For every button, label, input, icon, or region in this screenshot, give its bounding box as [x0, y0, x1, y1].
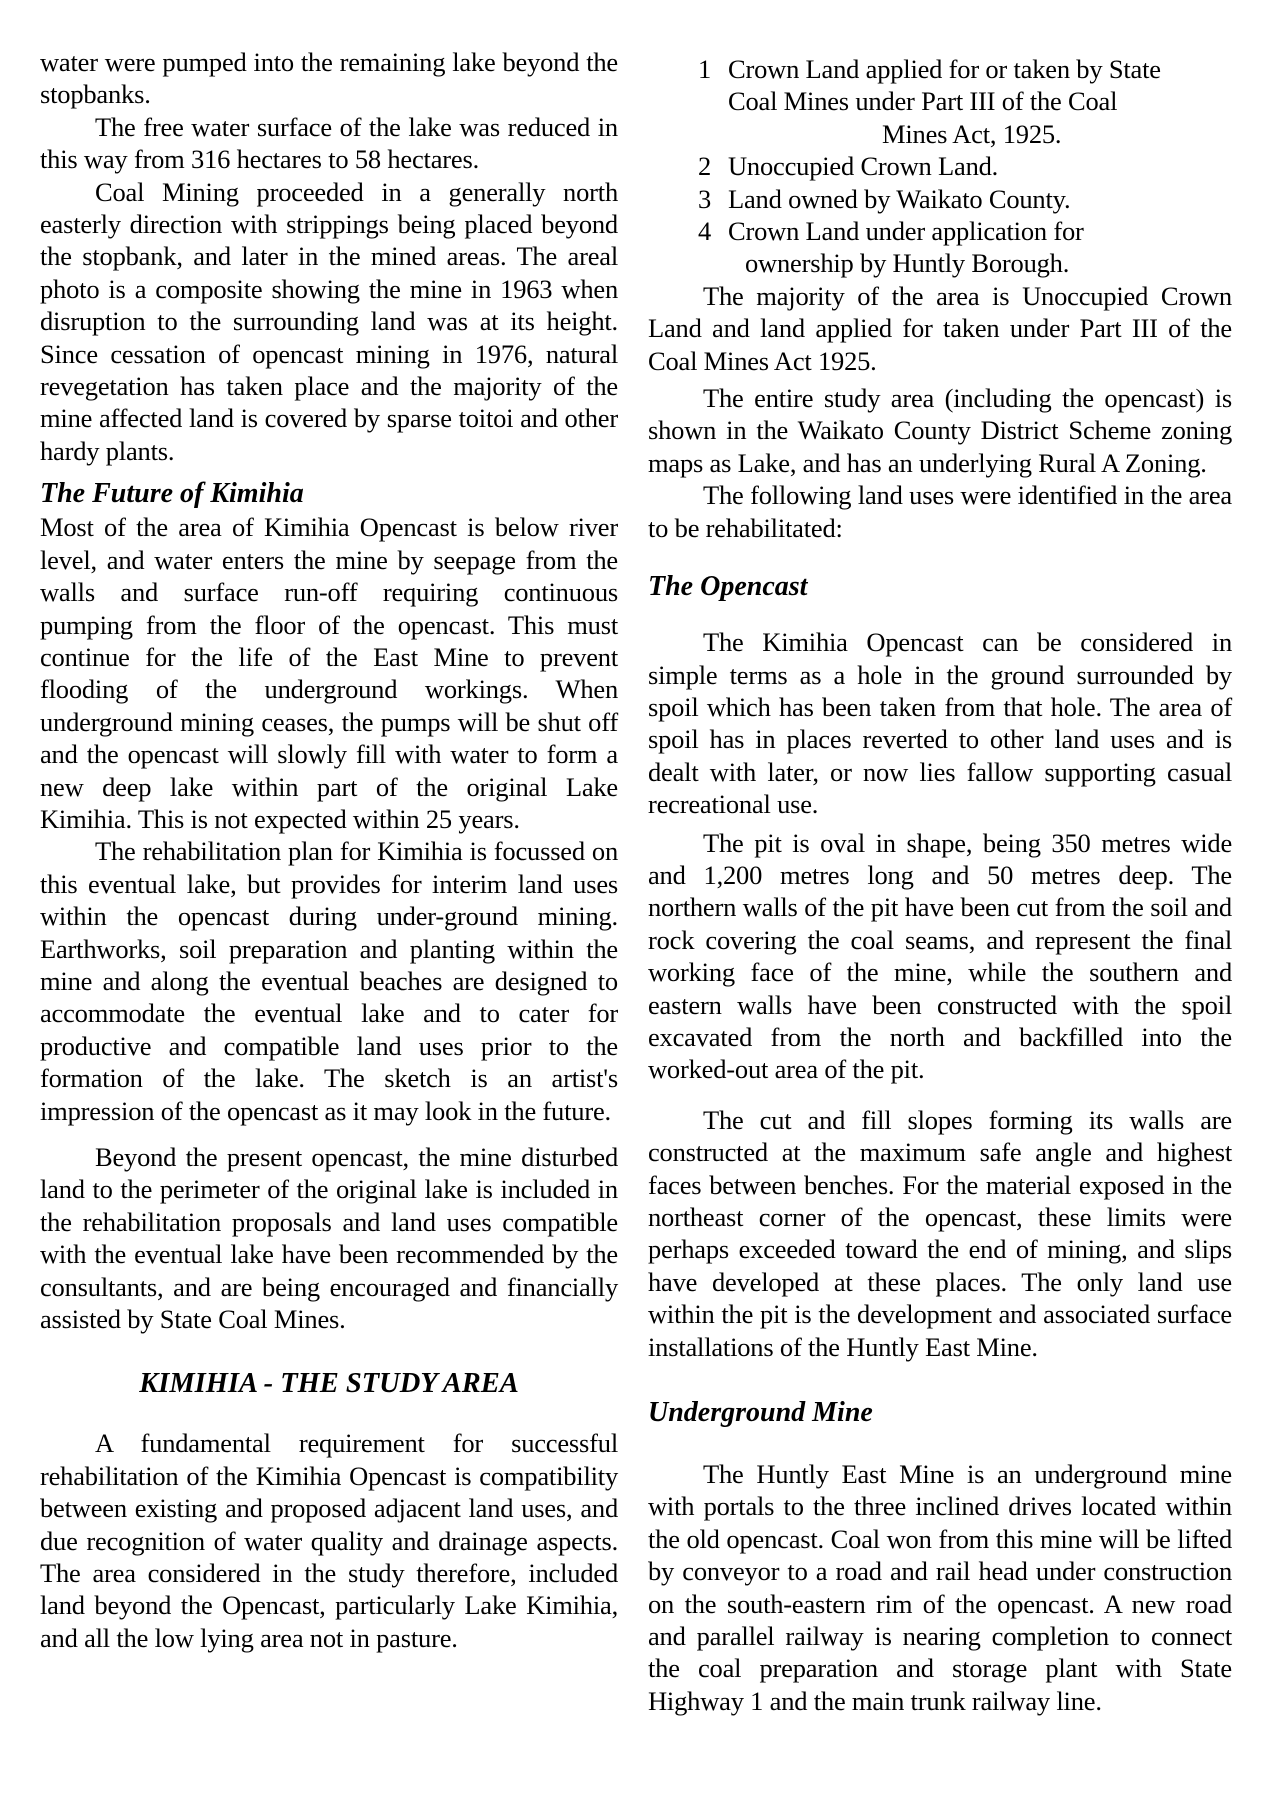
left-column [40, 46, 618, 1800]
paragraph-following-land-uses: The following land uses were identified in the area to be rehabilitated: [648, 480, 1232, 543]
paragraph-free-water-surface: The free water surface of the lake was reduced in this way from 316 hectares to 58 hectares. [40, 111, 618, 175]
list-item-line: Coal Mines under Part III of the Coal [728, 86, 1118, 117]
paragraph-majority-of-area: The majority of the area is Unoccupied Crown Land and land applied for taken under Part III of the Coal Mines Act 1925. [648, 280, 1232, 376]
heading-the-opencast: The Opencast [648, 571, 808, 603]
paragraph-most-of-area: Most of the area of Kimihia Opencast is below river level, and water enters the mine by seepage from the walls and surface run-off requiring continuous pumping from the floor of the opencast. This must continue for the life of the East Mine to prevent flooding of the underground workings. When underground mining ceases, the pumps will be shut off and the opencast will slowly fill with water to form a new deep lake within part of the original Lake Kimihia. This is not expected within 25 years. [40, 512, 618, 834]
list-item-4 [698, 215, 1232, 280]
list-item-line: Mines Act, 1925. [882, 118, 1062, 149]
paragraph-cut-and-fill-slopes: The cut and fill slopes forming its walls are constructed at the maximum safe angle and highest faces between benches. For the material exposed in the northeast corner of the opencast, these limits were perhaps exceeded toward the end of mining, and slips have developed at these places. The only land use within the pit is the development and associated surface installations of the Huntly East Mine. [648, 1104, 1232, 1362]
paragraph-huntly-east-mine: The Huntly East Mine is an underground mine with portals to the three inclined drives located within the old opencast. Coal won from this mine will be lifted by conveyor to a road and rail head under construction on the south-eastern rim of the opencast. A new road and parallel railway is nearing completion to connect the coal preparation and storage plant with State Highway 1 and the main trunk railway line. [648, 1459, 1232, 1716]
paragraph-fundamental-requirement: A fundamental requirement for successful rehabilitation of the Kimihia Opencast is compatibility between existing and proposed adjacent land uses, and due recognition of water quality and drainage aspects. The area considered in the study therefore, included land beyond the Opencast, particularly Lake Kimihia, and all the low lying area not in pasture. [40, 1428, 618, 1653]
heading-kimihia-study-area: KIMIHIA - THE STUDY AREA [139, 1368, 519, 1400]
list-item-line: Crown Land under application for [728, 216, 1084, 247]
list-item-3 [698, 183, 1232, 215]
list-item-number: 2 [698, 151, 712, 182]
paragraph-entire-study-area: The entire study area (including the opencast) is shown in the Waikato County District Scheme zoning maps as Lake, and has an underlying Rural A Zoning. [648, 383, 1232, 478]
right-column [648, 46, 1232, 1800]
paragraph-pit-oval-shape: The pit is oval in shape, being 350 metres wide and 1,200 metres long and 50 metres deep. The northern walls of the pit have been cut from the soil and rock covering the coal seams, and represent the final working face of the mine, while the southern and eastern walls have been constructed with the spoil excavated from the north and backfilled into the worked-out area of the pit. [648, 827, 1232, 1085]
list-item-1 [698, 53, 1232, 150]
list-item-line: Unoccupied Crown Land. [728, 151, 999, 182]
paragraph-coal-mining-proceeded: Coal Mining proceeded in a generally north easterly direction with strippings being placed beyond the stopbank, and later in the mined areas. The areal photo is a composite showing the mine in 1963 when disruption to the surrounding land was at its height. Since cessation of opencast mining in 1976, natural revegetation has taken place and the majority of the mine affected land is covered by sparse toitoi and other hardy plants. [40, 176, 618, 466]
paragraph-rehabilitation-plan: The rehabilitation plan for Kimihia is focussed on this eventual lake, but provides for interim land uses within the opencast during under-ground mining. Earthworks, soil preparation and planting within the mine and along the eventual beaches are designed to accommodate the eventual lake and to cater for productive and compatible land uses prior to the formation of the lake. The sketch is an artist's impression of the opencast as it may look in the future. [40, 836, 618, 1126]
list-item-text [728, 183, 1232, 215]
list-item-line: Land owned by Waikato County. [728, 183, 1071, 214]
heading-future-of-kimihia: The Future of Kimihia [40, 478, 304, 510]
list-item-number: 4 [698, 216, 712, 247]
list-item-number: 3 [698, 183, 712, 214]
list-item-number: 1 [698, 54, 712, 84]
paragraph-beyond-present-opencast: Beyond the present opencast, the mine disturbed land to the perimeter of the original lake is included in the rehabilitation proposals and land uses compatible with the eventual lake have been recommended by the consultants, and are being encouraged and financially assisted by State Coal Mines. [40, 1142, 618, 1335]
list-item-text [728, 215, 1232, 280]
list-item-line: Crown Land applied for or taken by State [728, 54, 1161, 84]
list-item-2 [698, 150, 1232, 182]
list-item-text [728, 53, 1232, 150]
paragraph-pumped-lake: water were pumped into the remaining lake beyond the stopbanks. [40, 47, 618, 110]
land-ownership-list [648, 53, 1232, 280]
paragraph-kimihia-opencast-hole: The Kimihia Opencast can be considered in simple terms as a hole in the ground surrounded by spoil which has been taken from that hole. The area of spoil has in places reverted to other land uses and is dealt with later, or now lies fallow supporting casual recreational use. [648, 627, 1232, 820]
list-item-line: ownership by Huntly Borough. [745, 248, 1070, 279]
heading-underground-mine: Underground Mine [648, 1397, 873, 1429]
list-item-text [728, 150, 1232, 182]
